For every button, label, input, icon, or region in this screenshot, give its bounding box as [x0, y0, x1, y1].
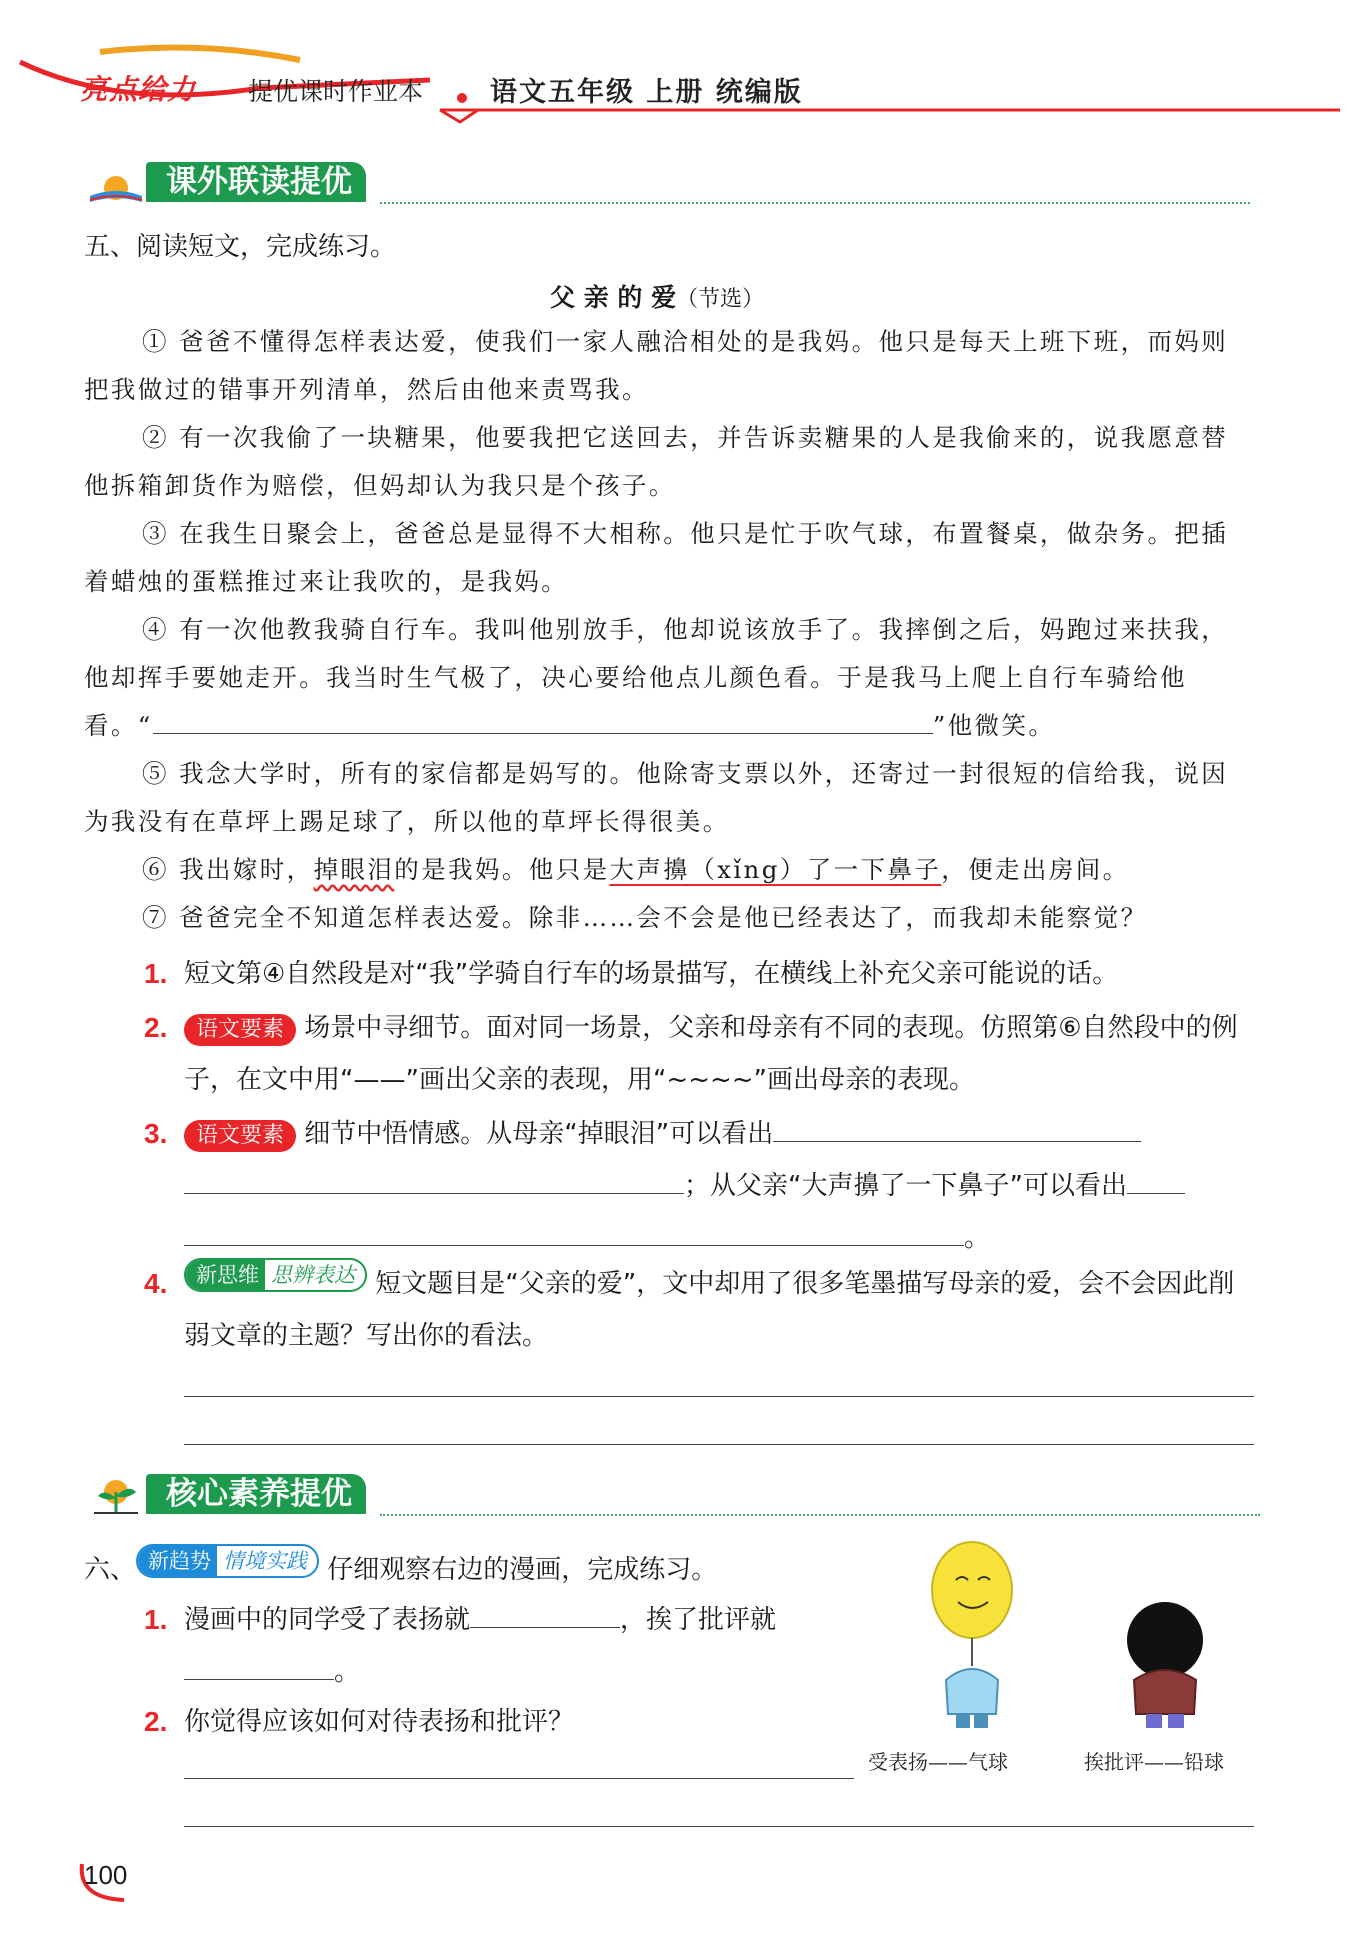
brand-subtitle: 提优课时作业本 — [248, 77, 424, 106]
comic-illustration — [900, 1530, 1280, 1740]
answer-blank-mother-cont[interactable] — [184, 1163, 684, 1194]
q6-task-2 — [144, 1696, 884, 1748]
section-title-extended-reading: 课外联读提优 — [146, 162, 366, 202]
paragraph-4-text: ④ 有一次他教我骑自行车。我叫他别放手，他却说该放手了。我摔倒之后，妈跑过来扶我，他却挥手要她走开。我当时生气极了，决心要给他点儿颜色看。于是我马上爬上自行车骑给他看。“ — [84, 615, 1229, 740]
paragraph-6-c: 的是我妈。他只是 — [394, 855, 610, 884]
mother-detail-wavy: 掉眼泪 — [313, 855, 395, 884]
task-number: 4. — [144, 1268, 168, 1299]
brand-logo: 亮点给力 — [80, 73, 197, 106]
task-text-a: 细节中悟情感。从母亲“掉眼泪”可以看出 — [304, 1119, 774, 1149]
answer-blank-praise[interactable] — [470, 1597, 620, 1628]
caption-praise: 受表扬——气球 — [868, 1750, 1008, 1774]
paragraph-6-e: ，便走出房间。 — [941, 855, 1130, 884]
answer-line-4[interactable] — [184, 1826, 1254, 1827]
task-text: 短文题目是“父亲的爱”，文中却用了很多笔墨描写母亲的爱，会不会因此削弱文章的主题？写出你的看法。 — [184, 1269, 1235, 1351]
tag-label: 新趋势 — [138, 1546, 217, 1576]
answer-blank-criticism[interactable] — [184, 1649, 334, 1680]
paragraph-6-a: ⑥ 我出嫁时， — [142, 855, 314, 884]
task-text-b: ，挨了批评就 — [620, 1605, 777, 1635]
task-number: 1. — [144, 958, 168, 989]
question-6-text: 仔细观察右边的漫画，完成练习。 — [327, 1555, 718, 1585]
answer-blank-father-cont[interactable] — [184, 1215, 964, 1246]
task-number: 3. — [144, 1118, 168, 1149]
answer-line-3[interactable] — [184, 1778, 854, 1779]
section-divider — [380, 1514, 1260, 1516]
language-element-tag: 语文要素 — [184, 1014, 296, 1046]
tag-sublabel: 情境实践 — [223, 1549, 308, 1573]
lead-ball-student-icon — [1127, 1602, 1203, 1728]
new-thinking-tag — [184, 1258, 367, 1292]
page-number: 100 — [84, 1860, 128, 1890]
article-title-note: （节选） — [676, 287, 765, 312]
father-words-blank[interactable] — [153, 705, 933, 734]
task-number: 2. — [144, 1012, 168, 1043]
section-divider — [380, 202, 1250, 204]
question-5-title: 五、阅读短文，完成练习。 — [84, 232, 397, 262]
article-title-text: 父 亲 的 爱 — [550, 283, 677, 312]
paragraph-1: ① 爸爸不懂得怎样表达爱，使我们一家人融洽相处的是我妈。他只是每天上班下班，而妈则把我做过的错事开列清单，然后由他来责骂我。 — [84, 327, 1229, 404]
paragraph-7: ⑦ 爸爸完全不知道怎样表达爱。除非……会不会是他已经表达了，而我却未能察觉？ — [142, 903, 1148, 932]
task-text-a: 漫画中的同学受了表扬就 — [184, 1605, 471, 1635]
tag-label: 新思维 — [186, 1260, 265, 1290]
answer-blank-father[interactable] — [1127, 1163, 1185, 1194]
q5-task-2 — [144, 1002, 1254, 1106]
answer-line-1[interactable] — [184, 1396, 1254, 1397]
task-text-c: 。 — [964, 1223, 991, 1253]
q5-task-3 — [144, 1108, 1254, 1264]
q5-task-1 — [144, 948, 1254, 1000]
paragraph-4 — [84, 606, 1254, 750]
section-title-core-literacy: 核心素养提优 — [146, 1474, 366, 1514]
sprout-icon — [90, 1472, 142, 1516]
tag-sublabel: 思辨表达 — [271, 1263, 355, 1287]
new-trend-tag — [136, 1544, 319, 1578]
question-6-prefix: 六、 — [84, 1555, 137, 1585]
language-element-tag: 语文要素 — [184, 1120, 296, 1152]
paragraph-5: ⑤ 我念大学时，所有的家信都是妈写的。他除寄支票以外，还寄过一封很短的信给我，说因为我没有在草坪上踢足球了，所以他的草坪长得很美。 — [84, 759, 1229, 836]
q6-task-1 — [144, 1594, 884, 1698]
task-text-c: 。 — [334, 1657, 361, 1687]
task-text: 你觉得应该如何对待表扬和批评？ — [184, 1707, 575, 1737]
book-sun-icon — [86, 166, 146, 206]
article-title — [550, 278, 764, 314]
paragraph-3: ③ 在我生日聚会上，爸爸总是显得不大相称。他只是忙于吹气球，布置餐桌，做杂务。把插着蜡烛的蛋糕推过来让我吹的，是我妈。 — [84, 519, 1229, 596]
caption-criticism: 挨批评——铅球 — [1084, 1750, 1224, 1774]
paragraph-6 — [84, 846, 1254, 894]
task-number: 2. — [144, 1706, 168, 1737]
task-text: 短文第④自然段是对“我”学骑自行车的场景描写，在横线上补充父亲可能说的话。 — [184, 959, 1119, 989]
question-6-title — [84, 1544, 717, 1586]
father-detail-underline: 大声擤（xǐng）了一下鼻子 — [609, 855, 942, 884]
task-text-b: ；从父亲“大声擤了一下鼻子”可以看出 — [684, 1171, 1127, 1201]
paragraph-4-end: ”他微笑。 — [932, 711, 1056, 740]
balloon-student-icon — [932, 1542, 1012, 1728]
answer-line-2[interactable] — [184, 1444, 1254, 1445]
course-info: 语文五年级 上册 统编版 — [490, 77, 803, 108]
answer-blank-mother[interactable] — [773, 1111, 1141, 1142]
paragraph-2: ② 有一次我偷了一块糖果，他要我把它送回去，并告诉卖糖果的人是我偷来的，说我愿意替他拆箱卸货作为赔偿，但妈却认为我只是个孩子。 — [84, 423, 1229, 500]
task-number: 1. — [144, 1604, 168, 1635]
q5-task-4 — [144, 1258, 1254, 1362]
task-text: 场景中寻细节。面对同一场景，父亲和母亲有不同的表现。仿照第⑥自然段中的例子，在文中用“——”画出父亲的表现，用“~~~~”画出母亲的表现。 — [184, 1013, 1238, 1095]
article-body — [84, 318, 1254, 942]
